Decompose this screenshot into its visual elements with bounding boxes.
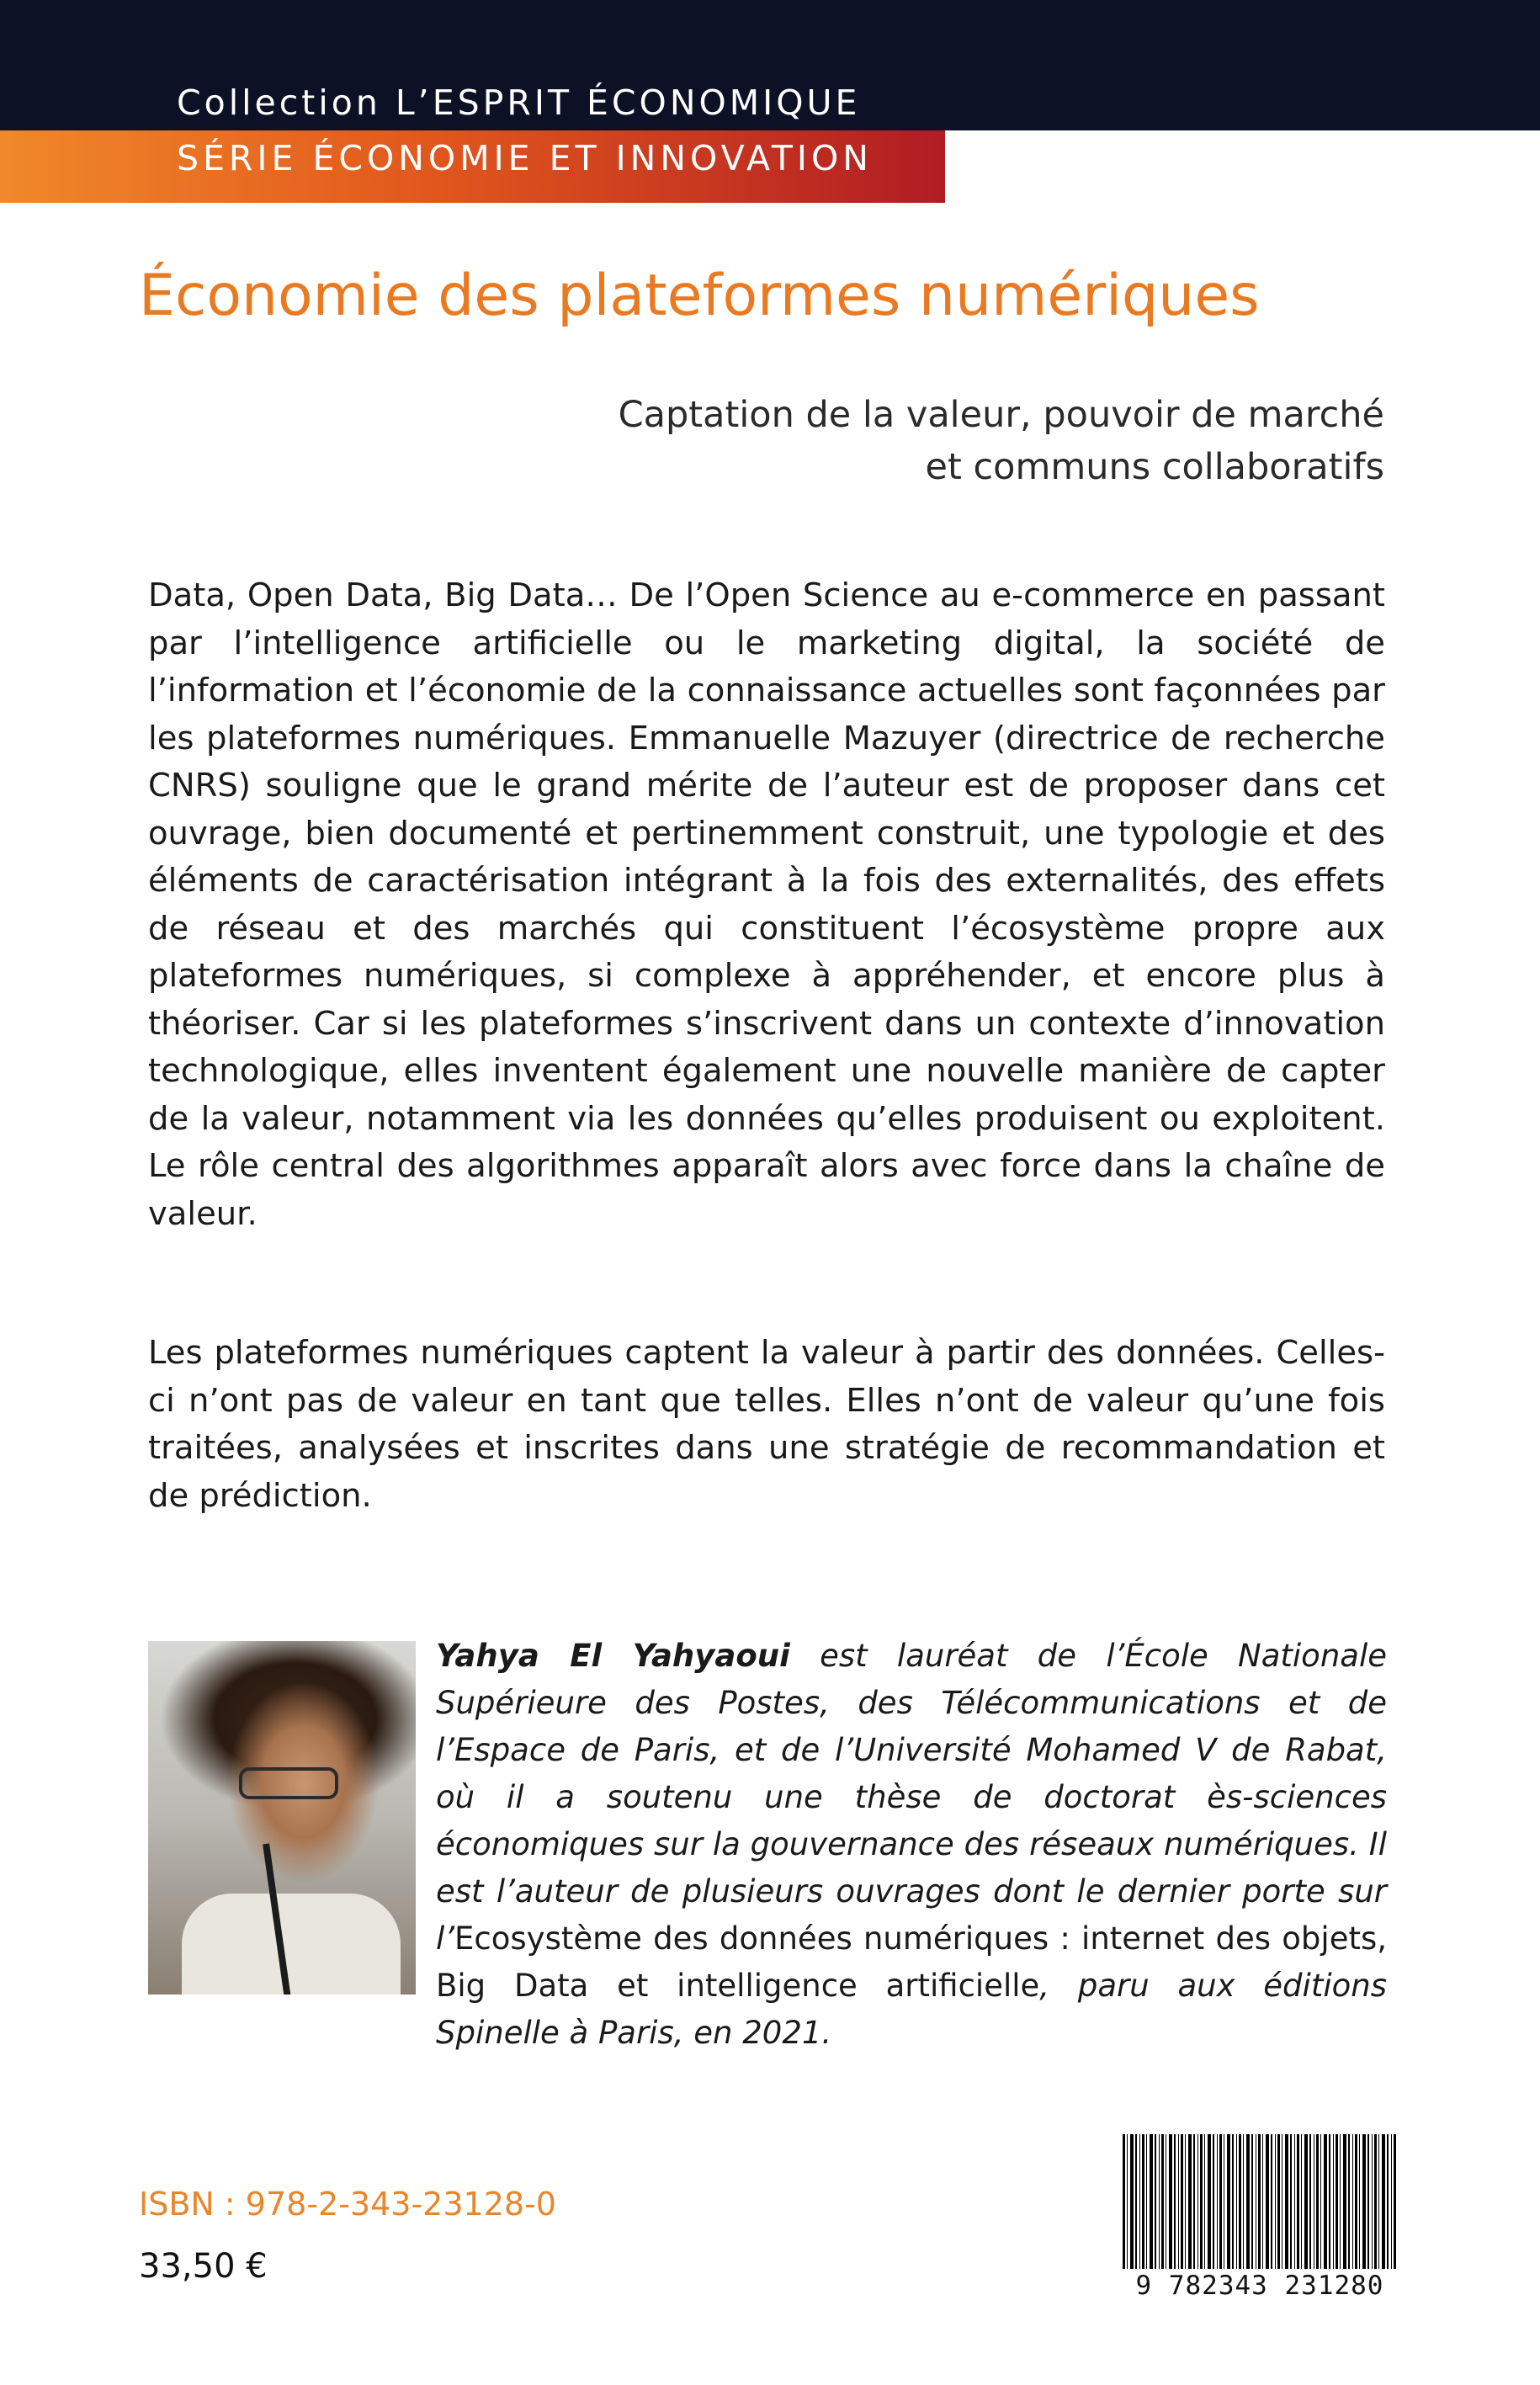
isbn: ISBN : 978-2-343-23128-0 — [139, 2186, 556, 2223]
photo-glasses — [239, 1767, 338, 1799]
book-subtitle — [374, 389, 1384, 493]
author-photo — [148, 1641, 416, 1995]
author-name: Yahya El Yahyaoui — [436, 1638, 790, 1674]
subtitle-line-2: et communs collaboratifs — [925, 446, 1384, 488]
price: 33,50 € — [139, 2247, 268, 2286]
book-title: Économie des plateformes numériques — [139, 263, 1260, 329]
photo-shirt — [182, 1894, 401, 1995]
author-bio-work-title: Ecosystème des données numériques : internet des objets, Big Data et intelligence artificielle — [436, 1920, 1387, 2004]
author-bio-text-1: est lauréat de l’École Nationale Supérieure des Postes, des Télécommunications et de l’Espace de Paris, et de l’Université Mohamed V de Rabat, où il a soutenu une thèse de doctorat ès-sciences économiques sur la gouvernance des réseaux numériques. Il est l’auteur de plusieurs ouvrages dont le dernier porte sur l’ — [436, 1638, 1387, 1957]
author-bio-text-2: , paru aux éditions Spinelle à Paris, en 2021. — [436, 1968, 1387, 2051]
author-bio — [436, 1633, 1387, 2057]
barcode — [1118, 2129, 1402, 2306]
barcode-bars — [1123, 2134, 1397, 2269]
summary-paragraph-2: Les plateformes numériques captent la valeur à partir des données. Celles-ci n’ont pas de valeur en tant que telles. Elles n’ont de valeur qu’une fois traitées, analysées et inscrites dans une stratégie de recommandation et de prédiction. — [148, 1334, 1385, 1515]
summary-paragraph-1: Data, Open Data, Big Data… De l’Open Science au e-commerce en passant par l’intelligence artificielle ou le marketing digital, la société de l’information et l’économie de la connaissance actuelles sont façonnées par les plateformes numériques. Emmanuelle Mazuyer (directrice de recherche CNRS) souligne que le grand mérite de l’auteur est de proposer dans cet ouvrage, bien documenté et pertinemment construit, une typologie et des éléments de caractérisation intégrant à la fois des externalités, des effets de réseau et des marchés qui constituent l’écosystème propre aux plateformes numériques, si complexe à appréhender, et encore plus à théoriser. Car si les plateformes s’inscrivent dans un contexte d’innovation technologique, elles inventent également une nouvelle manière de capter de la valeur, notamment via les données qu’elles produisent ou exploitent. Le rôle central des algorithmes apparaît alors avec force dans la chaîne de valeur. — [148, 576, 1385, 1233]
collection-label: Collection L’ESPRIT ÉCONOMIQUE — [177, 82, 861, 123]
subtitle-line-1: Captation de la valeur, pouvoir de marché — [618, 394, 1384, 436]
series-label: SÉRIE ÉCONOMIE ET INNOVATION — [177, 138, 873, 178]
barcode-digits: 9 782343 231280 — [1135, 2271, 1384, 2301]
